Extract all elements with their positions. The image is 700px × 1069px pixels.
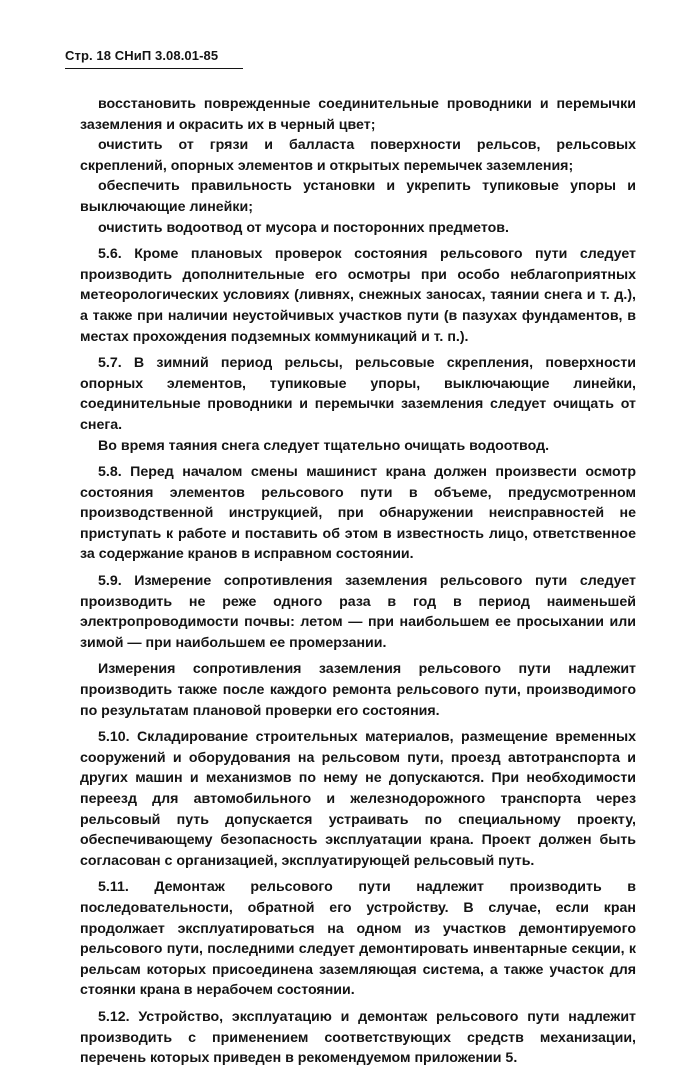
clause-5-11	[80, 877, 636, 1001]
paragraph	[80, 436, 636, 457]
paragraph	[80, 176, 636, 217]
paragraph-text: Перед началом смены машинист крана должен произвести осмотр состояния элементов рельсового пути в объеме, предусмотренном производственной инструкцией, при обнаружении неисправностей не приступать к работе и поставить об этом в известность лицо, ответственное за содержание кранов в исправном состоянии.	[80, 464, 636, 563]
clause-number: 5.9.	[98, 573, 122, 590]
paragraph	[80, 659, 636, 721]
paragraph-text: Кроме плановых проверок состояния рельсового пути следует производить дополнительные его осмотры при особо неблагоприятных метеорологических условиях (ливнях, снежных заносах, таянии снега и т. д.), а также при наличии неустойчивых участков пути (в пазухах фундаментов, в местах прохождения подземных коммуникаций и т. п.).	[80, 246, 636, 345]
paragraph	[80, 135, 636, 176]
paragraph-text: очистить от грязи и балласта поверхности рельсов, рельсовых скреплений, опорных элементов и открытых перемычек заземления;	[80, 137, 636, 174]
header-underline	[65, 68, 243, 69]
clause-5-6	[80, 244, 636, 347]
clause-number: 5.12.	[98, 1008, 130, 1025]
clause-number: 5.10.	[98, 729, 130, 746]
paragraph-text: Устройство, эксплуатацию и демонтаж рельсового пути надлежит производить с применением соответствующих средств механизации, перечень которых приведен в рекомендуемом приложении 5.	[80, 1008, 636, 1067]
paragraph	[80, 218, 636, 239]
clause-5-8	[80, 462, 636, 565]
clause-5-7	[80, 353, 636, 435]
page-header-text: Стр. 18 СНиП 3.08.01-85	[65, 48, 219, 63]
clause-number: 5.8.	[98, 464, 122, 481]
clause-number: 5.6.	[98, 246, 122, 263]
clause-number: 5.11.	[98, 879, 129, 896]
paragraph-text: Измерение сопротивления заземления рельсового пути следует производить не реже одного раза в год в период наименьшей электропроводимости почвы: летом — при наибольшем ее просыхании или зимой — при наибольшем ее промерзании.	[80, 573, 636, 651]
paragraph-text: Измерения сопротивления заземления рельсового пути надлежит производить также после каждого ремонта рельсового пути, производимого по результатам плановой проверки его состояния.	[80, 661, 636, 719]
paragraph-text: обеспечить правильность установки и укрепить тупиковые упоры и выключающие линейки;	[80, 178, 636, 215]
document-body	[80, 94, 636, 1069]
paragraph-text: В зимний период рельсы, рельсовые скрепления, поверхности опорных элементов, тупиковые упоры, выключающие линейки, соединительные проводники и перемычки заземления следует очищать от снега.	[80, 355, 636, 433]
paragraph	[80, 94, 636, 135]
clause-5-10	[80, 727, 636, 871]
clause-5-12	[80, 1007, 636, 1069]
page-header	[65, 48, 218, 63]
paragraph-text: Во время таяния снега следует тщательно очищать водоотвод.	[98, 437, 550, 454]
paragraph-text: Складирование строительных материалов, размещение временных сооружений и оборудования на рельсовом пути, проезд автотранспорта и других машин и механизмов по нему не допускаются. При необходимости переезд для автомобильного и железнодорожного транспорта через рельсовый путь допускается устраивать по специальному проекту, обеспечивающему безопасность эксплуатации крана. Проект должен быть согласован с организацией, эксплуатирующей рельсовый путь.	[80, 729, 636, 869]
paragraph-text: очистить водоотвод от мусора и посторонних предметов.	[98, 219, 509, 236]
clause-5-9	[80, 571, 636, 653]
paragraph-text: восстановить поврежденные соединительные проводники и перемычки заземления и окрасить их в черный цвет;	[80, 96, 636, 133]
clause-number: 5.7.	[98, 355, 122, 372]
paragraph-text: Демонтаж рельсового пути надлежит производить в последовательности, обратной его устройству. В случае, если кран продолжает эксплуатироваться на одном из участков демонтируемого рельсового пути, последними следует демонтировать инвентарные секции, к рельсам которых присоединена заземляющая система, а также участок для стоянки крана в нерабочем состоянии.	[80, 879, 636, 999]
